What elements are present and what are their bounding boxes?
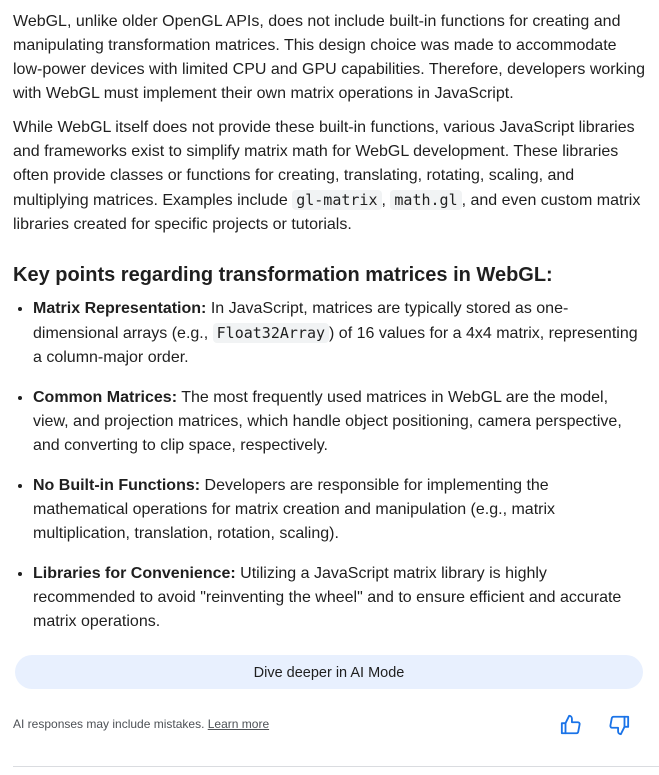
list-item-title: Common Matrices:	[33, 389, 178, 406]
list-item-text: Developers are responsible for implementing the mathematical operations for matrix creation and manipulation (e.g., matrix multiplication, translation, rotation, scaling).	[33, 477, 556, 542]
thumbs-down-icon[interactable]	[608, 714, 630, 736]
code-gl-matrix: gl-matrix	[292, 190, 381, 210]
disclaimer-text: AI responses may include mistakes.	[13, 717, 208, 731]
list-item	[33, 297, 645, 370]
paragraph-intro: WebGL, unlike older OpenGL APIs, does not include built-in functions for creating and manipulating transformation matrices. This design choice was made to accommodate low-power devices with limited CPU and GPU capabilities. Therefore, developers working with WebGL must implement their own matrix operations in JavaScript.	[13, 13, 645, 102]
list-item	[33, 474, 645, 546]
key-points-list	[13, 297, 645, 634]
list-item-text: Utilizing a JavaScript matrix library is highly recommended to avoid "reinventing the wheel" and to ensure efficient and accurate matrix operations.	[33, 565, 622, 630]
list-item-text: The most frequently used matrices in WebGL are the model, view, and projection matrices, which handle object positioning, camera perspective, and converting to clip space, respectively.	[33, 389, 622, 454]
paragraph-libraries-text-end: , and even custom matrix libraries created for specific projects or tutorials.	[13, 192, 641, 233]
list-item	[33, 386, 645, 458]
disclaimer	[13, 716, 269, 732]
list-item-text: In JavaScript, matrices are typically stored as one-dimensional arrays (e.g.,	[33, 300, 569, 342]
ai-overview-content	[13, 10, 645, 650]
learn-more-link[interactable]: Learn more	[207, 717, 270, 731]
list-item-title: Libraries for Convenience:	[33, 565, 236, 582]
list-item-title: Matrix Representation:	[33, 300, 207, 317]
dive-deeper-ai-mode-button[interactable]: Dive deeper in AI Mode	[15, 655, 643, 689]
thumbs-up-icon[interactable]	[560, 714, 582, 736]
code-float32array: Float32Array	[213, 323, 329, 343]
ai-footer	[13, 714, 645, 736]
list-item	[33, 562, 645, 634]
paragraph-libraries	[13, 116, 645, 237]
bottom-divider	[13, 766, 659, 767]
section-heading: Key points regarding transformation matrices in WebGL:	[13, 264, 553, 286]
list-item-text: ) of 16 values for a 4x4 matrix, representing a column-major order.	[33, 325, 638, 366]
list-item-title: No Built-in Functions:	[33, 477, 201, 494]
code-math-gl: math.gl	[390, 190, 461, 210]
separator-text: ,	[381, 192, 391, 209]
paragraph-libraries-text-start: While WebGL itself does not provide these built-in functions, various JavaScript libraries and frameworks exist to simplify matrix math for WebGL development. These libraries often provide classes or functions for creating, translating, rotating, scaling, and multiplying matrices. Examples include	[13, 119, 635, 209]
